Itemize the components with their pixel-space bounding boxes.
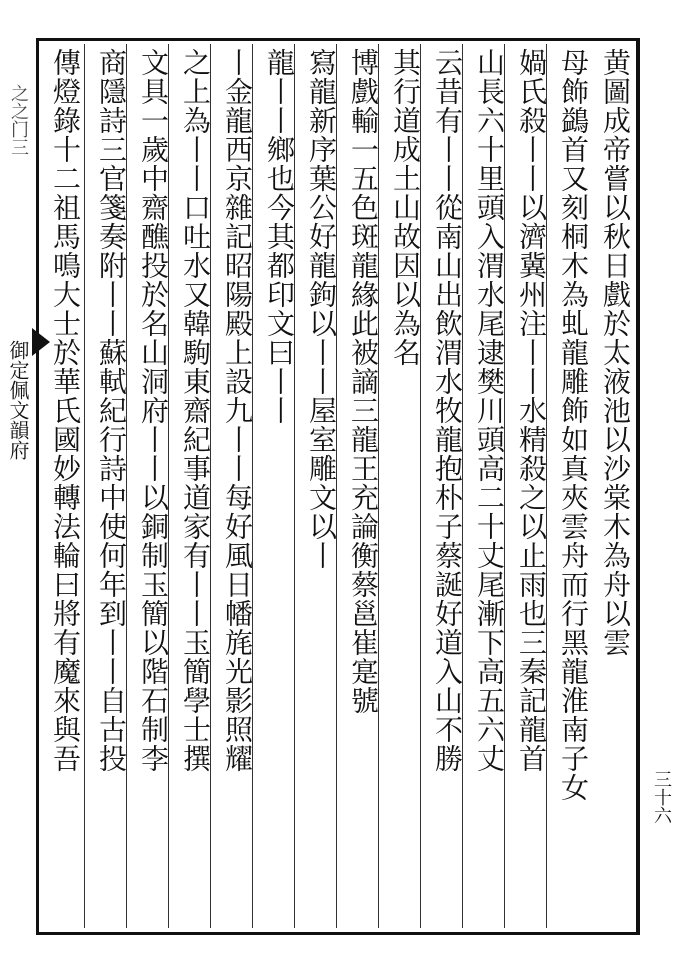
text-column: 龍丨丨鄉也今其都印文曰丨丨 xyxy=(263,48,296,425)
text-column: 其行道成土山故因以為名 xyxy=(389,48,422,367)
text-column: 傳燈錄十二祖馬鳴大士於華氏國妙轉法輪曰將有魔來與吾 xyxy=(49,48,82,773)
text-column: 媧氏殺丨丨以濟冀州注丨丨水精殺之以止雨也三秦記龍首 xyxy=(515,48,548,773)
text-column: 博戲輸一五色斑龍緣此被謫三龍王充論衡蔡邕崔寔號 xyxy=(347,48,380,715)
text-column: 母飾鷁首又刻桐木為虬龍雕飾如真夾雲舟而行黑龍淮南子女 xyxy=(557,48,590,802)
left-margin-strip xyxy=(2,40,36,940)
text-column: 商隱詩三官箋奏附丨丨蘇軾紀行詩中使何年到丨丨自古投 xyxy=(95,48,128,773)
text-column: 文具一歲中齋醮投於名山洞府丨丨以銅制玉簡以階石制李 xyxy=(137,48,170,773)
text-column: 之上為丨丨口吐水又韓駒東齋紀事道家有丨丨玉簡學士撰 xyxy=(179,48,212,773)
margin-header-fragment: 之之门三 xyxy=(8,84,29,156)
text-column: 丨金龍西京雜記昭陽殿上設九丨丨每好風日幡旄光影照耀 xyxy=(221,48,254,773)
text-column: 黄圖成帝嘗以秋日戲於太液池以沙棠木為舟以雲 xyxy=(599,48,632,657)
book-title: 御定佩文韻府 xyxy=(6,340,30,460)
text-column: 云昔有丨丨從南山出飲渭水牧龍抱朴子蔡誕好道入山不勝 xyxy=(431,48,464,773)
text-column: 寫龍新序葉公好龍鉤以丨丨屋室雕文以丨 xyxy=(305,48,338,570)
text-column: 山長六十里頭入渭水尾逮樊川頭高二十丈尾漸下高五六丈 xyxy=(473,48,506,773)
page-number: 三十六 xyxy=(651,770,672,824)
